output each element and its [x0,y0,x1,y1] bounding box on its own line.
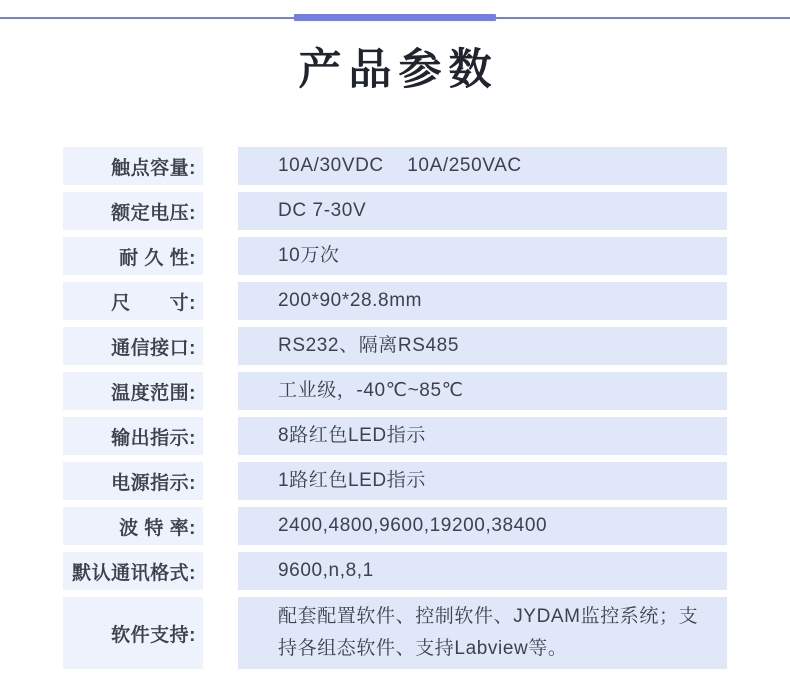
spec-row [63,552,727,590]
spec-label: 耐 久 性: [63,237,203,275]
spec-row [63,192,727,230]
spec-value: 2400,4800,9600,19200,38400 [238,507,727,545]
spec-value: DC 7-30V [238,192,727,230]
spec-value: 10万次 [238,237,727,275]
spec-value: 配套配置软件、控制软件、JYDAM监控系统；支持各组态软件、支持Labview等。 [238,597,727,669]
spec-table [63,147,727,669]
spec-row [63,462,727,500]
spec-value: 9600,n,8,1 [238,552,727,590]
spec-label: 波 特 率: [63,507,203,545]
spec-row [63,237,727,275]
spec-label: 额定电压: [63,192,203,230]
spec-row [63,147,727,185]
spec-label: 触点容量: [63,147,203,185]
spec-label: 温度范围: [63,372,203,410]
spec-label: 尺 寸: [63,282,203,320]
spec-label: 软件支持: [63,597,203,669]
spec-value: 1路红色LED指示 [238,462,727,500]
spec-value: 200*90*28.8mm [238,282,727,320]
spec-label: 默认通讯格式: [63,552,203,590]
top-divider-accent-bar [294,14,496,21]
spec-label: 输出指示: [63,417,203,455]
page-title: 产品参数 [298,46,499,94]
spec-row [63,507,727,545]
spec-value: RS232、隔离RS485 [238,327,727,365]
spec-label: 电源指示: [63,462,203,500]
spec-row [63,327,727,365]
spec-row [63,282,727,320]
spec-row [63,597,727,669]
spec-row [63,372,727,410]
spec-value: 10A/30VDC 10A/250VAC [238,147,727,185]
spec-row [63,417,727,455]
spec-value: 8路红色LED指示 [238,417,727,455]
spec-label: 通信接口: [63,327,203,365]
spec-value: 工业级，-40℃~85℃ [238,372,727,410]
